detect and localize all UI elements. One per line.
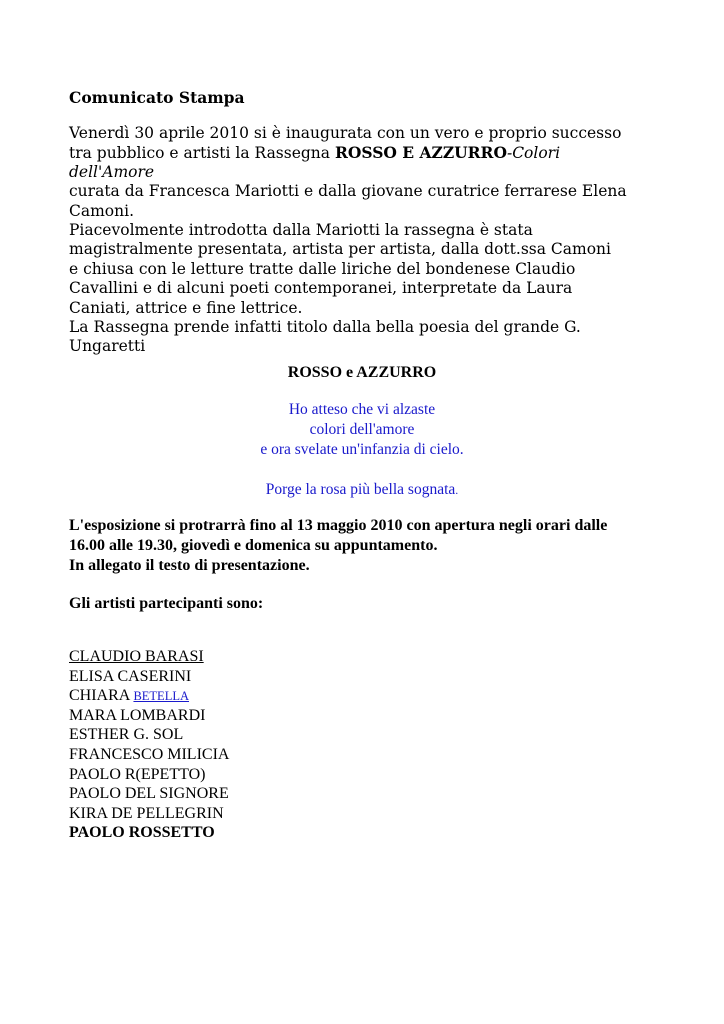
body-line <box>69 202 669 221</box>
artist-link[interactable]: BETELLA <box>133 689 189 704</box>
artist-name: ELISA CASERINI <box>69 667 192 685</box>
exhibition-line: In allegato il testo di presentazione. <box>69 557 310 574</box>
poem-title: ROSSO e AZZURRO <box>287 364 437 381</box>
body-line <box>69 299 669 318</box>
artist-name: CLAUDIO BARASI <box>69 648 204 665</box>
artist-name: FRANCESCO MILICIA <box>69 745 230 763</box>
exhibition-line: L'esposizione si protrarrà fino al 13 maggio 2010 con apertura negli orari dalle <box>69 517 608 534</box>
artists-list <box>69 647 229 843</box>
body-line <box>69 260 669 279</box>
body-text-run: curata da Francesca Mariotti e dalla giovane curatrice ferrarese Elena <box>69 182 627 201</box>
body-text-run: La Rassegna prende infatti titolo dalla bella poesia del grande G. <box>69 317 581 336</box>
body-line <box>69 240 669 259</box>
body-line <box>69 221 669 240</box>
artist-name: ESTHER G. SOL <box>69 726 184 744</box>
artists-heading: Gli artisti partecipanti sono: <box>69 595 264 612</box>
body-line <box>69 318 669 337</box>
body-text-run: Venerdì 30 aprile 2010 si è inaugurata con un vero e proprio successo <box>69 124 622 142</box>
artist-name: PAOLO ROSSETTO <box>69 824 215 842</box>
poem-stanza-1 <box>0 400 724 460</box>
body-text-run: Cavallini e di alcuni poeti contemporanei, interpretate da Laura <box>69 279 573 298</box>
poem-line: e ora svelate un'infanzia di cielo. <box>260 441 464 458</box>
exhibition-subtitle: dell'Amore <box>69 162 155 181</box>
press-release-body <box>69 124 669 357</box>
body-line <box>69 279 669 298</box>
body-line <box>69 143 669 162</box>
body-text-run: tra pubblico e artisti la Rassegna <box>69 144 335 163</box>
exhibition-title: ROSSO E AZZURRO <box>334 143 507 163</box>
artist-name: KIRA DE PELLEGRIN <box>69 804 224 822</box>
poem-line-text: Porge la rosa più bella sognata <box>265 481 456 498</box>
poem-line-end: . <box>455 483 459 497</box>
artist-first-name: CHIARA <box>69 687 134 705</box>
body-line <box>69 124 669 143</box>
poem-line <box>0 480 724 500</box>
exhibition-info <box>69 516 669 576</box>
artist-name: PAOLO R(EPETTO) <box>69 765 206 783</box>
body-text-run: Ungaretti <box>69 337 146 356</box>
artist-name: PAOLO DEL SIGNORE <box>69 785 229 803</box>
artist-name <box>69 686 229 706</box>
body-text-run: Piacevolmente introdotta dalla Mariotti la rassegna è stata <box>69 220 533 239</box>
body-text-run: e chiusa con le letture tratte dalle liriche del bondenese Claudio <box>69 259 576 278</box>
body-line <box>69 182 669 201</box>
exhibition-subtitle: -Colori <box>506 144 561 163</box>
poem-stanza-2 <box>0 480 724 500</box>
body-line <box>69 163 669 182</box>
poem-line: colori dell'amore <box>309 421 415 438</box>
body-text-run: Caniati, attrice e fine lettrice. <box>69 298 303 317</box>
artist-name: MARA LOMBARDI <box>69 706 206 724</box>
body-text-run: magistralmente presentata, artista per artista, dalla dott.ssa Camoni <box>69 240 611 259</box>
press-release-heading: Comunicato Stampa <box>69 88 245 107</box>
exhibition-line: 16.00 alle 19.30, giovedì e domenica su appuntamento. <box>69 537 438 554</box>
poem-line: Ho atteso che vi alzaste <box>288 401 436 418</box>
body-line <box>69 337 669 356</box>
body-text-run: Camoni. <box>69 201 134 220</box>
